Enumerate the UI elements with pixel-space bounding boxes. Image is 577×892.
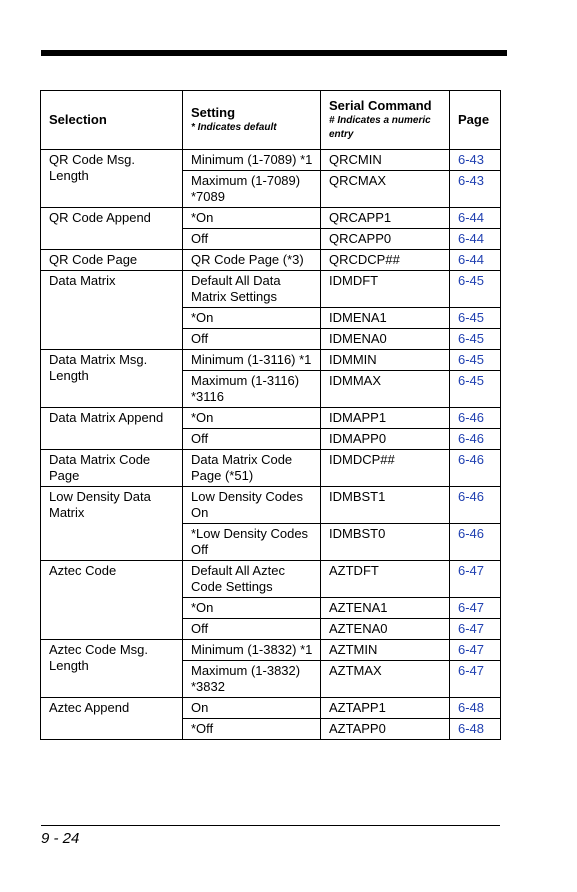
selection-cell: QR Code Page bbox=[41, 250, 183, 271]
page-link[interactable]: 6-47 bbox=[450, 598, 501, 619]
command-cell: IDMENA1 bbox=[321, 308, 450, 329]
page-link[interactable]: 6-46 bbox=[450, 429, 501, 450]
page-link[interactable]: 6-43 bbox=[450, 171, 501, 208]
command-cell: AZTENA0 bbox=[321, 619, 450, 640]
header-setting-label: Setting bbox=[191, 105, 236, 120]
command-cell: IDMBST0 bbox=[321, 524, 450, 561]
command-cell: AZTAPP0 bbox=[321, 719, 450, 740]
page-link[interactable]: 6-46 bbox=[450, 408, 501, 429]
command-cell: AZTENA1 bbox=[321, 598, 450, 619]
setting-cell: Data Matrix Code Page (*51) bbox=[183, 450, 321, 487]
table-row bbox=[41, 250, 501, 271]
selection-cell: Low Density Data Matrix bbox=[41, 487, 183, 561]
page-link[interactable]: 6-48 bbox=[450, 698, 501, 719]
selection-cell: Aztec Code bbox=[41, 561, 183, 640]
header-setting-note: * Indicates default bbox=[191, 122, 277, 133]
settings-table bbox=[40, 90, 501, 740]
page-link[interactable]: 6-43 bbox=[450, 150, 501, 171]
page-link[interactable]: 6-44 bbox=[450, 229, 501, 250]
page-link[interactable]: 6-47 bbox=[450, 640, 501, 661]
selection-cell: Data Matrix Append bbox=[41, 408, 183, 450]
page-link[interactable]: 6-47 bbox=[450, 661, 501, 698]
command-cell: IDMAPP0 bbox=[321, 429, 450, 450]
command-cell: IDMBST1 bbox=[321, 487, 450, 524]
page-link[interactable]: 6-48 bbox=[450, 719, 501, 740]
command-cell: AZTMIN bbox=[321, 640, 450, 661]
setting-cell: *On bbox=[183, 308, 321, 329]
page-link[interactable]: 6-47 bbox=[450, 561, 501, 598]
table-row bbox=[41, 698, 501, 719]
page-number: 9 - 24 bbox=[41, 830, 80, 847]
setting-cell: Off bbox=[183, 429, 321, 450]
selection-cell: QR Code Append bbox=[41, 208, 183, 250]
setting-cell: *On bbox=[183, 408, 321, 429]
header-command bbox=[321, 91, 450, 150]
command-cell: AZTMAX bbox=[321, 661, 450, 698]
selection-cell: Data Matrix Code Page bbox=[41, 450, 183, 487]
selection-cell: Aztec Code Msg. Length bbox=[41, 640, 183, 698]
setting-cell: Off bbox=[183, 619, 321, 640]
header-rule bbox=[41, 50, 507, 56]
command-cell: IDMAPP1 bbox=[321, 408, 450, 429]
table-row bbox=[41, 271, 501, 308]
setting-cell: *On bbox=[183, 208, 321, 229]
page-link[interactable]: 6-44 bbox=[450, 250, 501, 271]
setting-cell: Low Density Codes On bbox=[183, 487, 321, 524]
setting-cell: QR Code Page (*3) bbox=[183, 250, 321, 271]
table-row bbox=[41, 350, 501, 371]
selection-cell: Aztec Append bbox=[41, 698, 183, 740]
page-link[interactable]: 6-45 bbox=[450, 308, 501, 329]
page-link[interactable]: 6-47 bbox=[450, 619, 501, 640]
setting-cell: Off bbox=[183, 329, 321, 350]
command-cell: IDMDFT bbox=[321, 271, 450, 308]
page-link[interactable]: 6-46 bbox=[450, 524, 501, 561]
setting-cell: *Low Density Codes Off bbox=[183, 524, 321, 561]
setting-cell: Default All Aztec Code Settings bbox=[183, 561, 321, 598]
setting-cell: *Off bbox=[183, 719, 321, 740]
header-selection: Selection bbox=[41, 91, 183, 150]
command-cell: AZTDFT bbox=[321, 561, 450, 598]
setting-cell: Minimum (1-3116) *1 bbox=[183, 350, 321, 371]
setting-cell: Minimum (1-7089) *1 bbox=[183, 150, 321, 171]
command-cell: IDMENA0 bbox=[321, 329, 450, 350]
table-row bbox=[41, 408, 501, 429]
command-cell: QRCAPP1 bbox=[321, 208, 450, 229]
setting-cell: *On bbox=[183, 598, 321, 619]
command-cell: IDMMAX bbox=[321, 371, 450, 408]
setting-cell: Off bbox=[183, 229, 321, 250]
command-cell: QRCDCP## bbox=[321, 250, 450, 271]
header-command-note: # Indicates a numeric entry bbox=[329, 115, 431, 140]
page-link[interactable]: 6-45 bbox=[450, 350, 501, 371]
table-row bbox=[41, 150, 501, 171]
selection-cell: QR Code Msg. Length bbox=[41, 150, 183, 208]
command-cell: IDMMIN bbox=[321, 350, 450, 371]
page-link[interactable]: 6-44 bbox=[450, 208, 501, 229]
command-cell: QRCAPP0 bbox=[321, 229, 450, 250]
command-cell: IDMDCP## bbox=[321, 450, 450, 487]
command-cell: AZTAPP1 bbox=[321, 698, 450, 719]
setting-cell: Maximum (1-7089) *7089 bbox=[183, 171, 321, 208]
table-header bbox=[41, 91, 501, 150]
page-link[interactable]: 6-45 bbox=[450, 329, 501, 350]
table-row bbox=[41, 640, 501, 661]
page-link[interactable]: 6-45 bbox=[450, 371, 501, 408]
table-row bbox=[41, 208, 501, 229]
setting-cell: On bbox=[183, 698, 321, 719]
header-row bbox=[41, 91, 501, 150]
table-row bbox=[41, 487, 501, 524]
setting-cell: Minimum (1-3832) *1 bbox=[183, 640, 321, 661]
table-body bbox=[41, 150, 501, 740]
header-command-label: Serial Command bbox=[329, 98, 432, 113]
command-cell: QRCMAX bbox=[321, 171, 450, 208]
setting-cell: Maximum (1-3116) *3116 bbox=[183, 371, 321, 408]
table-row bbox=[41, 561, 501, 598]
setting-cell: Default All Data Matrix Settings bbox=[183, 271, 321, 308]
page-link[interactable]: 6-46 bbox=[450, 450, 501, 487]
footer-rule bbox=[41, 825, 500, 826]
header-setting bbox=[183, 91, 321, 150]
page-link[interactable]: 6-46 bbox=[450, 487, 501, 524]
header-page: Page bbox=[450, 91, 501, 150]
command-cell: QRCMIN bbox=[321, 150, 450, 171]
selection-cell: Data Matrix bbox=[41, 271, 183, 350]
page-link[interactable]: 6-45 bbox=[450, 271, 501, 308]
selection-cell: Data Matrix Msg. Length bbox=[41, 350, 183, 408]
setting-cell: Maximum (1-3832) *3832 bbox=[183, 661, 321, 698]
table-row bbox=[41, 450, 501, 487]
